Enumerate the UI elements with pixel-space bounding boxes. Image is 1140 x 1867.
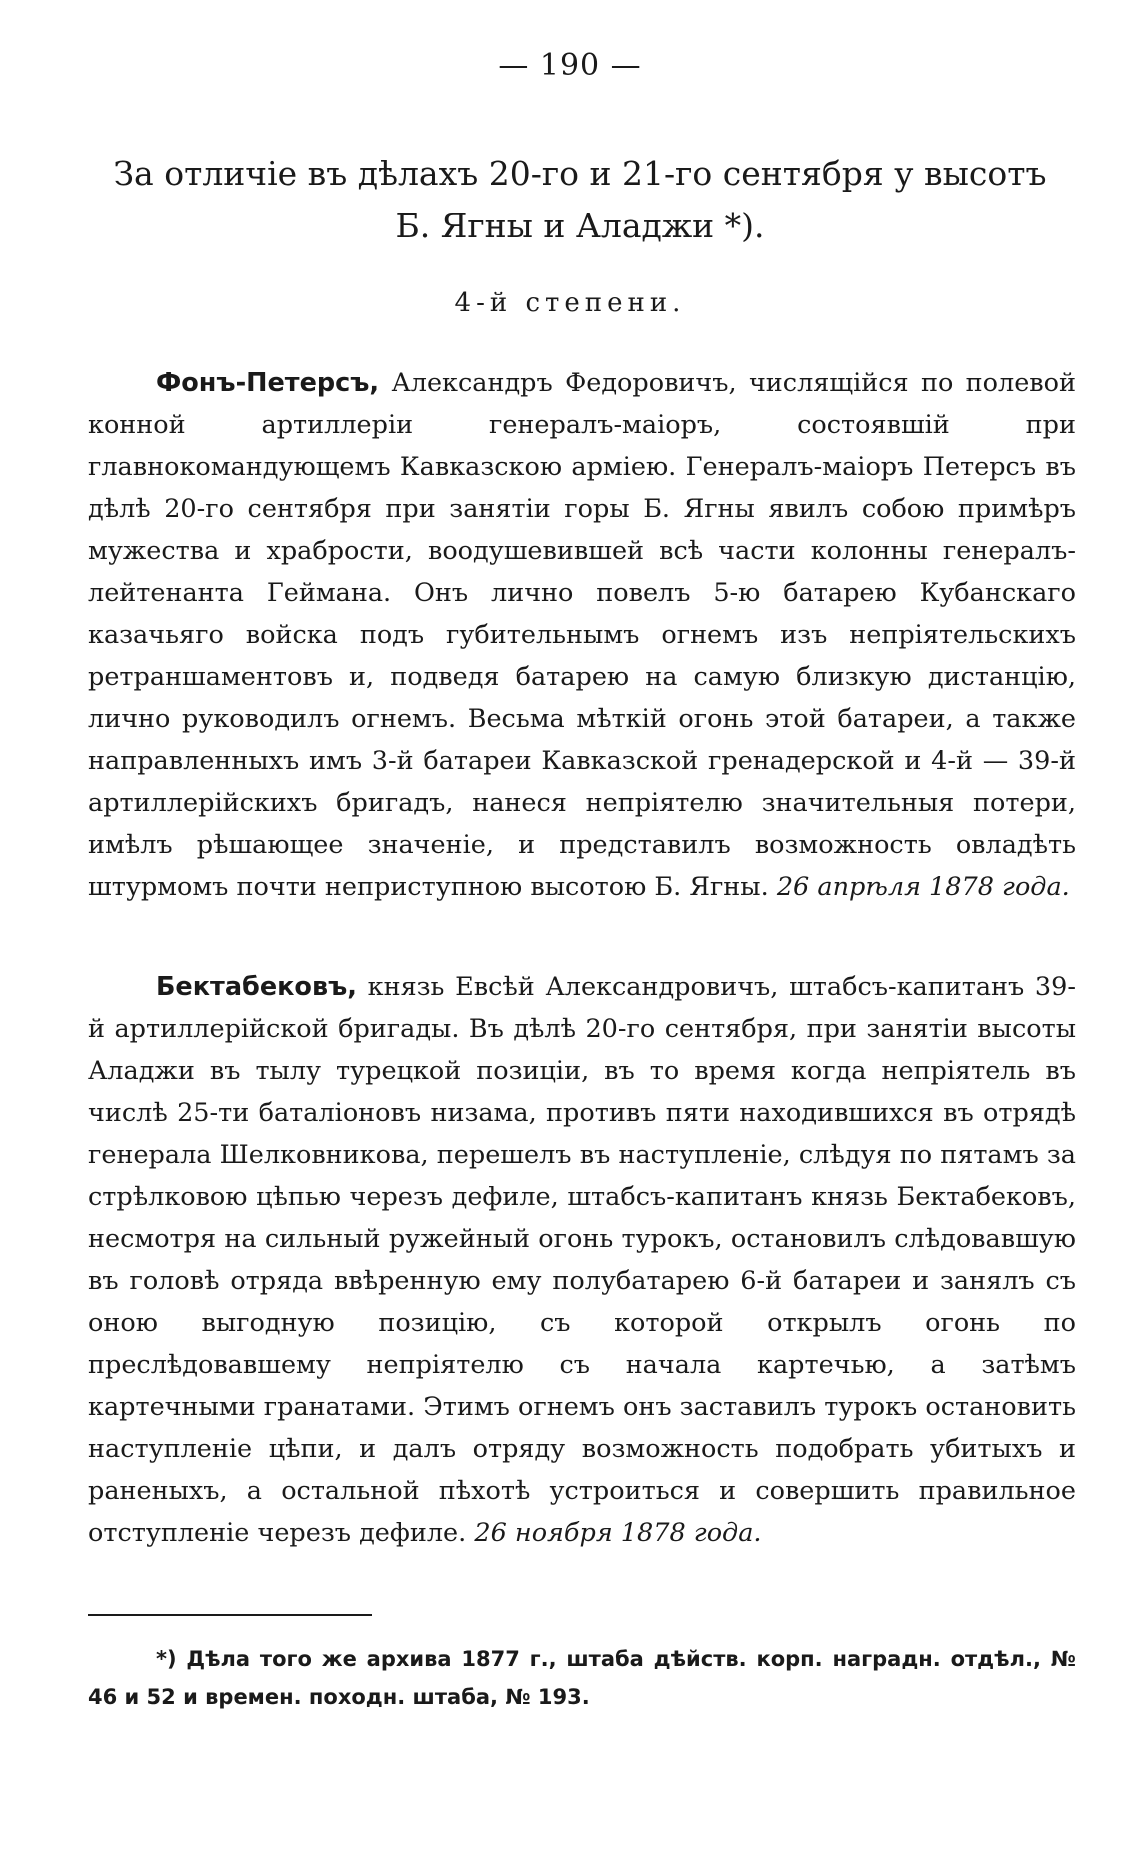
entry-text: Александръ Федоровичъ, числящійся по полевой конной артиллеріи генералъ-маіоръ, состоявшій при главнокомандующемъ Кавказскою арміею. Генералъ-маіоръ Петерсъ въ дѣлѣ 20-го сентября при занятіи горы Б. Ягны явилъ собою примѣръ мужества и храбрости, воодушевившей всѣ части колонны генералъ-лейтенанта Геймана. Онъ лично повелъ 5-ю батарею Кубанскаго казачьяго войска подъ губительнымъ огнемъ изъ непріятельскихъ ретраншаментовъ и, подведя батарею на самую близкую дистанцію, лично руководилъ огнемъ. Весьма мѣткій огонь этой батареи, а также направленныхъ имъ 3-й батареи Кавказской гренадерской и 4-й — 39-й артиллерійскихъ бригадъ, нанеся непріятелю значительныя потери, имѣлъ рѣшающее значеніе, и представилъ возможность овладѣть штурмомъ почти неприступною высотою Б. Ягны. xyxy=(88,368,1076,902)
footnote-divider xyxy=(88,1614,372,1616)
entry-text: князь Евсѣй Александровичъ, штабсъ-капитанъ 39-й артиллерійской бригады. Въ дѣлѣ 20-го сентября, при занятіи высоты Аладжи въ тылу турецкой позиціи, въ то время когда непріятель въ числѣ 25-ти баталіоновъ низама, противъ пяти находившихся въ отрядѣ генерала Шелковникова, перешелъ въ наступленіе, слѣдуя по пятамъ за стрѣлковою цѣпью черезъ дефиле, штабсъ-капитанъ князь Бектабековъ, несмотря на сильный ружейный огонь турокъ, остановилъ слѣдовавшую въ головѣ отряда ввѣренную ему полубатарею 6-й батареи и занялъ съ оною выгодную позицію, съ которой открылъ огонь по преслѣдовавшему непріятелю съ начала картечью, а затѣмъ картечными гранатами. Этимъ огнемъ онъ заставилъ турокъ остановить наступленіе цѣпи, и далъ отряду возможность подобрать убитыхъ и раненыхъ, а остальной пѣхотѣ устроиться и совершить правильное отступленіе черезъ дефиле. xyxy=(88,972,1076,1548)
section-heading: За отличіе въ дѣлахъ 20-го и 21-го сентября у высотъ Б. Ягны и Аладжи *). xyxy=(113,154,1047,245)
footnote: *) Дѣла того же архива 1877 г., штаба дѣйств. корп. наградн. отдѣл., № 46 и 52 и времен. походн. штаба, № 193. xyxy=(88,1647,1076,1709)
award-degree: 4-й степени. xyxy=(454,288,686,318)
page-number: — 190 — xyxy=(498,48,642,83)
entry-date: 26 апрѣля 1878 года. xyxy=(776,872,1070,902)
recipient-name: Бектабековъ, xyxy=(156,972,357,1002)
award-entry xyxy=(88,966,1076,1554)
award-entry xyxy=(88,362,1076,908)
recipient-name: Фонъ-Петерсъ, xyxy=(156,368,380,398)
entry-date: 26 ноября 1878 года. xyxy=(474,1518,762,1548)
